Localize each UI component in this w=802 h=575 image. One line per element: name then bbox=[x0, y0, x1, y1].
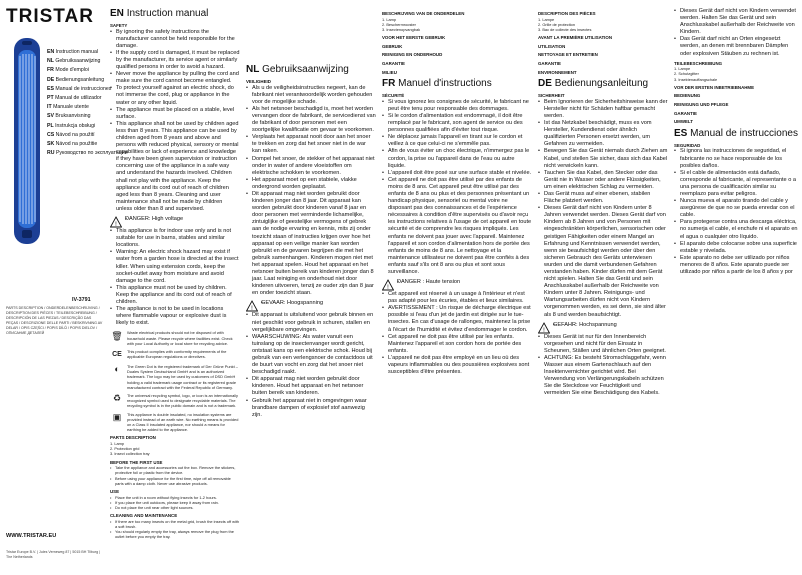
website-link[interactable]: WWW.TRISTAR.EU bbox=[6, 533, 57, 539]
danger-item: • Das Gerät darf nicht an Orten eingesetzt werden, an denen mit brennbaren Dämpfen oder explosiven Stäuben zu rechnen ist. bbox=[674, 36, 800, 57]
safety-heading: SICHERHEIT bbox=[538, 93, 565, 99]
danger-item: • Cet appareil est réservé à un usage à l'intérieur et n'est pas adapté pour les écuries, étables et lieux similaires. bbox=[382, 291, 532, 305]
safety-item: • Als het netsnoer beschadigd is, moet het worden vervangen door de fabrikant, de servicedienst van de fabrikant of door personen met een soortgelijke kwalificatie om gevaar te voorkomen. bbox=[246, 106, 376, 134]
svg-text:!: ! bbox=[251, 306, 253, 313]
part-item: 1. Lamp bbox=[110, 440, 125, 446]
use-heading: BEDIENUNG bbox=[674, 93, 701, 99]
lang-item: SV Bruksanvisning bbox=[47, 113, 91, 120]
before-heading: AVANT LA PREMIÈRE UTILISATION bbox=[538, 35, 612, 41]
danger-item: • Gebruik het apparaat niet in omgevingen waar brandbare dampen of explosief stof aanwezig zijn. bbox=[246, 398, 376, 419]
part-item: 1. Lampe bbox=[538, 16, 555, 22]
safety-item: • Si vous ignorez les consignes de sécurité, le fabricant ne peut être tenu pour responsable des dommages. bbox=[382, 99, 532, 113]
safety-item: • Cet appareil ne doit pas être utilisé par des enfants de moins de 8 ans. Cet appareil peut être utilisé par des enfants de 8 ans ou plus et des personnes présentant un handicap physique, sensoriel ou mental voire ne disposant pas des connaissances et de l'expérience nécessaires à condition d'être supervisés ou d'avoir reçu les instructions relatives à l'usage de cet appareil en toute sécurité et de comprendre les risques impliqués. Les enfants ne doivent pas jouer avec l'appareil. Maintenez l'appareil et son cordon d'alimentation hors de portée des enfants de moins de 8 ans. Le nettoyage et la maintenance utilisateur ne doivent pas être confiés à des enfants sauf s'ils ont 8 ans ou plus et sont sous surveillance. bbox=[382, 177, 532, 276]
lang-item: IT Manuale utente bbox=[47, 104, 89, 111]
safety-item: • Ne déplacez jamais l'appareil en tirant sur le cordon et veillez à ce que celui-ci ne s'emmêle pas. bbox=[382, 134, 532, 148]
lang-item: PT Manual de utilizador bbox=[47, 95, 102, 102]
insect-killer-illustration bbox=[12, 36, 42, 246]
danger-item: • L'appareil ne doit pas être employé en un lieu où des vapeurs inflammables ou des poussières explosives sont susceptibles d'être présentes. bbox=[382, 355, 532, 376]
danger-item: • Dieses Gerät ist nur für den Innenbereich vorgesehen und nicht für den Einsatz in Scheunen, Ställen und ähnlichen Orten geeignet. bbox=[538, 334, 668, 355]
parts-description-languages: PARTS DESCRIPTION / ONDERDELENBESCHRIJVING / DESCRIPTION DES PIÈCES / TEILEBESCHREIBUNG / DESCRIPCIÓN DE LAS PIEZAS / DESCRIÇÃO DAS PEÇAS / DESCRIZIONE DELLE PARTI / BESKRIVNING AV DELAR / OPIS CZĘŚCI / POPIS DÍLŮ / POPIS DIELOV / ОПИСАНИЕ ДЕТАЛЕЙ bbox=[6, 306, 103, 335]
lang-item: NL Gebruiksaanwijzing bbox=[47, 58, 101, 65]
part-item: 3. Bac de collecte des insectes bbox=[538, 27, 592, 32]
danger-item: • Dit apparaat is uitsluitend voor gebruik binnen en niet geschikt voor gebruik in schuren, stallen en vergelijkbare omgevingen. bbox=[246, 312, 376, 333]
safety-item: • Never move the appliance by pulling the cord and make sure the cord cannot become entangled. bbox=[110, 71, 240, 85]
svg-text:!: ! bbox=[543, 327, 545, 334]
safety-item: • Dieses Gerät darf nicht von Kindern unter 8 Jahren verwendet werden. Dieses Gerät darf von Kindern ab 8 Jahren und von Personen mit eingeschränkten körperlichen, sensorischen oder geistigen Fähigkeiten oder einem Mangel an Erfahrung und Kenntnissen verwendet werden, wenn sie beaufsichtigt werden oder über den sicheren Gebrauch des Geräts unterwiesen wurden und die damit verbundenen Gefahren verstanden haben. Kinder dürfen mit dem Gerät nicht spielen. Halten Sie das Gerät und sein Anschlusskabel außerhalb der Reichweite von Kindern unter 8 Jahren. Reinigungs- und Wartungsarbeiten dürfen nicht von Kindern vorgenommen werden, es sei denn, sie sind älter als 8 und werden beaufsichtigt. bbox=[538, 205, 668, 319]
warning-triangle-icon bbox=[538, 322, 550, 334]
language-list bbox=[47, 48, 128, 158]
double-insulation-icon: ▣ bbox=[112, 411, 122, 422]
safety-item: • Tauchen Sie das Kabel, den Stecker oder das Gerät nie in Wasser oder andere Flüssigkeiten, um einen elektrischen Schlag zu vermeiden. bbox=[538, 170, 668, 191]
danger-item: • Warning: An electric shock hazard may exist if water from a garden hose is directed at the insect killer. When using extension cords, keep the socket-outlet away from moisture and avoid damage to the cord. bbox=[110, 249, 240, 284]
safety-item: • Para protegerse contra una descarga eléctrica, no sumerja el cable, el enchufe ni el aparato en el agua o cualquier otro líquido. bbox=[674, 219, 800, 240]
section-en bbox=[110, 8, 240, 571]
before-item: • Before using your appliance for the first time, wipe off all removable parts with a damp cloth. Never use abrasive products. bbox=[110, 476, 240, 486]
safety-heading: SAFETY bbox=[110, 23, 128, 28]
safety-heading: SÉCURITÉ bbox=[382, 93, 405, 99]
clean-item: • You should regularly empty the tray, always remove the plug from the outlet before you empty the tray. bbox=[110, 529, 240, 539]
class2-text: This appliance is double insulated, no insulation systems are provided instead of an earth wire. No earthing means is provided on a Class II insulated appliance, nor should a means for earthing be added to the appliance. bbox=[127, 411, 239, 433]
safety-item: • The appliance must be placed on a stable, level surface. bbox=[110, 107, 240, 121]
class2-row bbox=[110, 412, 240, 433]
danger-text: • GEVAAR: Hoogspanning bbox=[261, 300, 323, 307]
danger-row bbox=[382, 279, 532, 291]
guarantee-heading: GARANTIE bbox=[538, 60, 561, 66]
use-item: • Place the unit in a room without flying insects for 1-2 hours. bbox=[110, 495, 240, 500]
brand-logo: TRISTAR bbox=[6, 6, 94, 27]
danger-text: • DANGER : Haute tension bbox=[397, 279, 460, 286]
safety-item: • Dompel het snoer, de stekker of het apparaat niet onder in water of andere vloeistoffen om elektrische schokken te voorkomen. bbox=[246, 156, 376, 177]
safety-item: • Si le cordon d'alimentation est endommagé, il doit être remplacé par le fabricant, son agent de service ou des personnes qualifiées afin d'éviter tout risque. bbox=[382, 113, 532, 134]
safety-item: • Nunca mueva el aparato tirando del cable y asegúrese de que no se pueda enredar con el cable. bbox=[674, 198, 800, 219]
clean-item: • If there are too many insects on the metal grid, brush the insects off with a soft brush. bbox=[110, 519, 240, 529]
parts-heading: BESCHRIJVING VAN DE ONDERDELEN bbox=[382, 11, 465, 16]
weee-row bbox=[110, 330, 240, 346]
danger-item: • Cet appareil ne doit pas être utilisé par les enfants. Maintenez l'appareil et son cordon hors de portée des enfants. bbox=[382, 334, 532, 355]
before-heading: VOOR HET EERSTE GEBRUIK bbox=[382, 35, 446, 41]
lang-item: EN Instruction manual bbox=[47, 49, 99, 55]
danger-item: • The appliance is not to be used in locations where flammable vapour or explosive dust is likely to exist. bbox=[110, 306, 240, 327]
use-item: • If you place the unit outdoors, please keep it away from rain. bbox=[110, 500, 240, 505]
clean-heading: CLEANING AND MAINTENANCE bbox=[110, 513, 178, 519]
crossed-bin-icon: 🗑 bbox=[111, 330, 123, 341]
use-heading: UTILISATION bbox=[538, 43, 566, 49]
safety-item: • L'appareil doit être posé sur une surface stable et nivelée. bbox=[382, 170, 532, 177]
safety-item: • Si el cable de alimentación está dañado, corresponde al fabricante, al representante o a una persona de cualificación similar su reemplazo para evitar peligros. bbox=[674, 170, 800, 198]
en-continued-text bbox=[246, 8, 376, 64]
use-heading: USE bbox=[110, 489, 120, 494]
safety-item: • Het apparaat moet op een stabiele, vlakke ondergrond worden geplaatst. bbox=[246, 177, 376, 191]
warning-triangle-icon bbox=[382, 279, 394, 291]
use-heading: GEBRUIK bbox=[382, 43, 403, 49]
safety-item: • Dit apparaat mag niet worden gebruikt door kinderen jonger dan 8 jaar. Dit apparaat kan worden gebruikt door kinderen vanaf 8 jaar en door personen met verminderde lichamelijke, zintuiglijke of geestelijke vermogens of gebrek aan de nodige ervaring en kennis, mits zij onder toezicht staan of instructies krijgen over hoe het apparaat op een veilige manier kan worden gebruikt en de gevaren begrijpen die met het gebruik samenhangen. Kinderen mogen niet met het apparaat spelen. Houd het apparaat en het netsnoer buiten bereik van kinderen jonger dan 8 jaar. Laat reiniging en onderhoud niet door kinderen uitvoeren, tenzij ze ouder zijn dan 8 jaar en onder toezicht staan. bbox=[246, 191, 376, 297]
safety-item: • Beim Ignorieren der Sicherheitshinweise kann der Hersteller nicht für Schäden haftbar gemacht werden. bbox=[538, 99, 668, 120]
safety-heading: SEGURIDAD bbox=[674, 142, 701, 148]
svg-text:!: ! bbox=[387, 284, 389, 291]
safety-item: • Afin de vous éviter un choc électrique, n'immergez pas le cordon, la prise ou l'appareil dans de l'eau ou autre liquide. bbox=[382, 148, 532, 169]
parts-heading: DESCRIPTION DES PIÈCES bbox=[538, 11, 596, 16]
environment-heading: MILIEU bbox=[382, 69, 397, 75]
danger-text: • DANGER: High voltage bbox=[125, 216, 183, 223]
danger-item: • AVERTISSEMENT : Un risque de décharge électrique est possible si l'eau d'un jet de jardin est dirigée sur le tue-insectes. En cas d'usage de rallonges, maintenez la prise à l'écart de l'humidité et évitez d'endommager le cordon. bbox=[382, 305, 532, 333]
part-item: 3. Insect collection tray bbox=[110, 451, 150, 457]
lang-item: PL Instrukcja obsługi bbox=[47, 122, 96, 129]
recycle-text: The universal recycling symbol, logo, or icon is an internationally recognized symbol used to designate recyclable materials. The recycling symbol is in the public domain and is not a trademark. bbox=[127, 392, 238, 409]
green-dot-row bbox=[110, 364, 240, 390]
part-item: 2. Beschermrooster bbox=[382, 21, 416, 27]
danger-row bbox=[538, 322, 668, 334]
section-title: DE Bedienungsanleitung bbox=[538, 78, 649, 90]
section-de-es bbox=[674, 8, 800, 571]
safety-item: • Si ignora las instrucciones de seguridad, el fabricante no se hace responsable de los posibles daños. bbox=[674, 148, 800, 169]
part-item: 2. Schutzgitter bbox=[674, 71, 699, 77]
safety-item: • Als u de veiligheidsinstructies negeert, kan de fabrikant niet verantwoordelijk worden gehouden voor de mogelijke schade. bbox=[246, 85, 376, 106]
safety-item: • El aparato debe colocarse sobre una superficie estable y nivelada. bbox=[674, 241, 800, 255]
safety-item: • Este aparato no debe ser utilizado por niños menores de 8 años. Este aparato puede ser utilizado por niños a partir de los 8 años y por bbox=[674, 255, 800, 276]
section-title: EN Instruction manual bbox=[110, 8, 209, 19]
clean-heading: REINIGING EN ONDERHOUD bbox=[382, 52, 443, 58]
recycle-icon: ♻ bbox=[112, 393, 122, 404]
part-item: 2. Grille de protection bbox=[538, 21, 575, 27]
danger-item: • WAARSCHUWING: Als water vanuit een tuinslang op de insectenvanger wordt gericht, ontstaat kans op een elektrische schok. Houd bij gebruik van een verlengsnoer de contactdoos uit de buurt van vocht en zorg dat het snoer niet beschadigd raakt. bbox=[246, 334, 376, 377]
model-number: IV-3791 bbox=[72, 297, 91, 303]
danger-item: • Dieses Gerät darf nicht von Kindern verwendet werden. Halten Sie das Gerät und sein Anschlusskabel außerhalb der Reichweite von Kindern. bbox=[674, 8, 800, 36]
environment-heading: ENVIRONNEMENT bbox=[538, 69, 577, 75]
lang-item: DE Bedienungsanleitung bbox=[47, 76, 105, 83]
danger-item: • This appliance must not be used by children. Keep the appliance and its cord out of reach of children. bbox=[110, 285, 240, 306]
warning-triangle-icon bbox=[246, 300, 258, 312]
section-nl-fr bbox=[382, 8, 532, 571]
part-item: 2. Protection grid bbox=[110, 446, 140, 452]
section-fr-de bbox=[538, 8, 668, 571]
safety-item: • If the supply cord is damaged, it must be replaced by the manufacturer, its service agent or similarly qualified persons in order to avoid a hazard. bbox=[110, 50, 240, 71]
section-title: ES Manual de instrucciones bbox=[674, 127, 798, 139]
safety-item: • By ignoring the safety instructions the manufacturer cannot be held responsible for the damage. bbox=[110, 29, 240, 50]
safety-item: • Bewegen Sie das Gerät niemals durch Ziehen am Kabel, und stellen Sie sicher, dass sich das Kabel nicht verwickeln kann. bbox=[538, 148, 668, 169]
guarantee-heading: GARANTIE bbox=[674, 110, 697, 116]
parts-heading: PARTS DESCRIPTION bbox=[110, 435, 156, 441]
clean-heading: REINIGUNG UND PFLEGE bbox=[674, 102, 729, 108]
warning-triangle-icon bbox=[110, 216, 122, 228]
safety-heading: VEILIGHEID bbox=[246, 79, 271, 84]
parts-heading: TEILEBESCHREIBUNG bbox=[674, 60, 723, 66]
green-dot-text: The Green Dot is the registered trademark of Der Grüne Punkt – Duales System Deutschland GmbH and is an authorized trademark. The logo may be used by customers of DSD GmbH holding a valid trademark usage contract or its registered grade manufactured contract with the Federal Republic of Germany. bbox=[127, 363, 238, 390]
part-item: 1. Lamp bbox=[382, 16, 397, 22]
danger-text: • GEFAHR: Hochspannung bbox=[553, 322, 617, 329]
safety-item: • This appliance shall not be used by children aged less than 8 years. This appliance can be used by children aged from 8 years and above and persons with reduced physical, sensory or mental capabilities or lack of experience and knowledge if they have been given supervision or instruction concerning use of the appliance in a safe way and understand the hazards involved. Children shall not play with the appliance. Keep the appliance and its cord out of reach of children aged less than 8 years. Cleaning and user maintenance shall not be made by children unless older than 8 and supervised. bbox=[110, 121, 240, 213]
part-item: 3. Insectenopvangbak bbox=[382, 27, 421, 32]
safety-item: • Das Gerät muss auf einer ebenen, stabilen Fläche platziert werden. bbox=[538, 191, 668, 205]
ce-row bbox=[110, 349, 240, 361]
danger-row bbox=[110, 216, 240, 228]
ce-text: This product complies with conformity requirements of the applicable European regulations or directives. bbox=[127, 348, 227, 360]
before-heading: BEFORE THE FIRST USE bbox=[110, 459, 163, 465]
svg-text:!: ! bbox=[115, 221, 117, 228]
before-heading: VOR DER ERSTEN INBETRIEBNAHME bbox=[674, 84, 755, 90]
lang-item: CS Návod na použití bbox=[47, 131, 95, 138]
lang-item: SK Návod na použitie bbox=[47, 141, 98, 148]
lang-item: RU Руководство по эксплуатации bbox=[47, 150, 128, 157]
part-item: 1. Lampe bbox=[674, 66, 691, 72]
part-item: 3. Insektenauffangschale bbox=[674, 76, 718, 82]
use-item: • Do not place the unit near other light sources. bbox=[110, 505, 240, 510]
green-dot-icon: ◐ bbox=[114, 364, 120, 375]
section-title: FR Manuel d'instructions bbox=[382, 78, 492, 90]
before-item: • Take the appliance and accessories out the box. Remove the stickers, protective foil or plastic from the device. bbox=[110, 465, 240, 475]
safety-item: • To protect yourself against an electric shock, do not immerse the cord, plug or appliance in the water or any other liquid. bbox=[110, 85, 240, 106]
weee-text: Waste electrical products should not be disposed of with household waste. Please recycle where facilities exist. Check with your Local Authority or local store for recycling advice. bbox=[127, 330, 233, 346]
environment-heading: UMWELT bbox=[674, 119, 693, 125]
danger-item: • This appliance is for indoor use only and is not suitable for use in barns, stables and similar locations. bbox=[110, 228, 240, 249]
safety-item: • Verplaats het apparaat nooit door aan het snoer te trekken en zorg dat het snoer niet in de war kan raken. bbox=[246, 134, 376, 155]
guarantee-heading: GARANTIE bbox=[382, 60, 405, 66]
section-nl bbox=[246, 8, 376, 571]
safety-item: • Ist das Netzkabel beschädigt, muss es vom Hersteller, Kundendienst oder ähnlich qualifizierten Personen ersetzt werden, um Gefahren zu vermeiden. bbox=[538, 120, 668, 148]
company-address: Tristar Europe B.V. | Jules Verneweg 87 | 5015 BH Tilburg | The Netherlands bbox=[6, 550, 101, 559]
danger-item: • ACHTUNG: Es besteht Stromschlaggefahr, wenn Wasser aus einem Gartenschlauch auf den Insektenvernichter gerichtet wird. Bei Verwendung von Verlängerungskabeln schützen Sie die Steckdose vor Feuchtigkeit und vermeiden Sie eine Beschädigung des Kabels. bbox=[538, 355, 668, 398]
recycle-row bbox=[110, 393, 240, 409]
section-title: NL Gebruiksaanwijzing bbox=[246, 64, 349, 75]
clean-heading: NETTOYAGE ET ENTRETIEN bbox=[538, 52, 598, 58]
danger-item: • Dit apparaat mag niet worden gebruikt door kinderen. Houd het apparaat en het netsnoer buiten bereik van kinderen. bbox=[246, 376, 376, 397]
lang-item: FR Mode d'emploi bbox=[47, 67, 89, 74]
ce-mark-icon: CE bbox=[112, 351, 122, 359]
danger-row bbox=[246, 300, 376, 312]
lang-item: ES Manual de instrucciones bbox=[47, 85, 112, 92]
